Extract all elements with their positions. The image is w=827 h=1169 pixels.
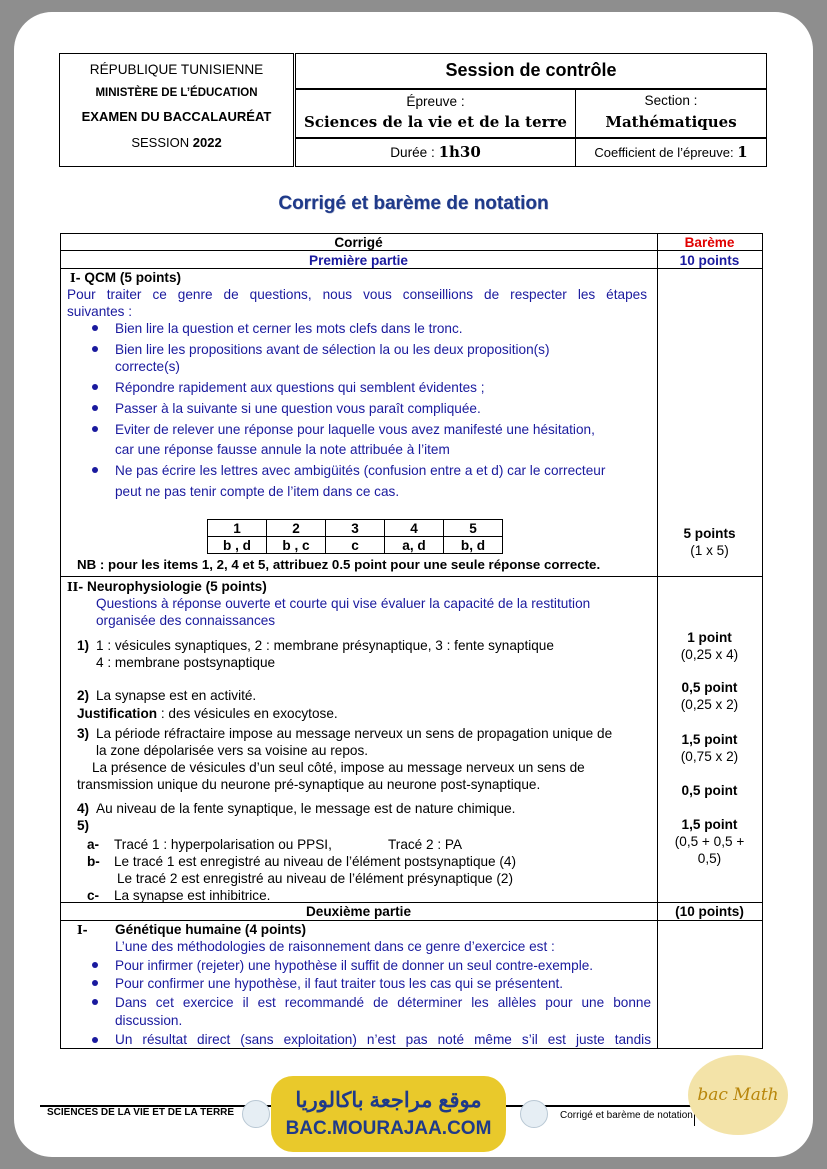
qcm-bullet: Répondre rapidement aux questions qui semblent évidentes ; <box>115 380 485 395</box>
country: RÉPUBLIQUE TUNISIENNE <box>89 62 264 77</box>
bullet <box>92 1037 98 1043</box>
item-cell: 4 <box>385 520 444 537</box>
q3-answer: La période réfractaire impose au message nerveux un sens de propagation unique de <box>96 726 613 741</box>
answer-cell: b, d <box>444 537 503 554</box>
gen-heading: Génétique humaine (4 points) <box>115 922 307 937</box>
bullet <box>92 346 98 352</box>
q2-points-detail: (0,25 x 2) <box>680 697 739 712</box>
qcm-bullet: Eviter de relever une réponse pour laquelle vous avez manifesté une hésitation, <box>115 422 595 437</box>
gen-bullet-cont: discussion. <box>115 1013 183 1028</box>
bullet <box>92 384 98 390</box>
qcm-points: 5 points <box>683 526 736 541</box>
bullet <box>92 426 98 432</box>
q4-number: 4) <box>77 801 90 816</box>
q5-number: 5) <box>77 818 90 833</box>
qcm-bullet: Ne pas écrire les lettres avec ambigüités (confusion entre a et d) car le correcteur <box>115 463 606 478</box>
session: SESSION 2022 <box>131 135 222 150</box>
bullet <box>92 467 98 473</box>
col-header-bareme: Barème <box>684 235 735 250</box>
answer-cell: a, d <box>385 537 444 554</box>
answer-cell: b , c <box>267 537 326 554</box>
gen-bullet: Pour infirmer (rejeter) une hypothèse il suffit de donner un seul contre-exemple. <box>115 958 594 973</box>
school-logo-icon <box>520 1100 548 1128</box>
qcm-answer-table <box>207 519 503 554</box>
bullet <box>92 980 98 986</box>
qcm-bullet-cont: correcte(s) <box>115 359 180 374</box>
q5-points: 1,5 point <box>681 817 738 832</box>
neuro-intro-2: organisée des connaissances <box>96 613 276 628</box>
footer-doc: Corrigé et barème de notation <box>560 1110 693 1121</box>
gen-intro: L’une des méthodologies de raisonnement dans ce genre d’exercice est : <box>115 939 555 954</box>
qcm-intro-2: suivantes : <box>67 304 132 319</box>
table-border-left <box>60 233 61 1049</box>
qcm-bullet-cont: peut ne pas tenir compte de l’item dans ce cas. <box>115 484 400 499</box>
gen-bullet: Pour confirmer une hypothèse, il faut traiter tous les cas qui se présentent. <box>115 976 564 991</box>
school-logo-icon <box>242 1100 270 1128</box>
row-line <box>60 576 763 577</box>
part1-points: 10 points <box>679 253 740 268</box>
q2-answer: La synapse est en activité. <box>96 688 257 703</box>
gen-bullet: Dans cet exercice il est recommandé de déterminer les allèles pour une bonne <box>115 995 651 1010</box>
item-cell: 5 <box>444 520 503 537</box>
q3-answer-2: la zone dépolarisée vers sa voisine au repos. <box>96 743 369 758</box>
q5-points-detail: (0,5 + 0,5 + <box>674 834 745 849</box>
qcm-bullet-cont: car une réponse fausse annule la note attribuée à l’item <box>115 442 450 457</box>
q5b-answer-2: Le tracé 2 est enregistré au niveau de l’élément présynaptique (2) <box>117 871 513 886</box>
answer-items-row <box>208 520 503 537</box>
session-type: Session de contrôle <box>445 60 617 80</box>
q3-number: 3) <box>77 726 90 741</box>
q5b-label: b- <box>87 854 100 869</box>
bullet <box>92 405 98 411</box>
logo-text: bac Math <box>697 1085 779 1105</box>
answers-row <box>208 537 503 554</box>
ministry: MINISTÈRE DE L’ÉDUCATION <box>95 87 258 99</box>
website-banner[interactable] <box>271 1076 506 1152</box>
banner-url: BAC.MOURAJAA.COM <box>285 1118 492 1139</box>
q1-answer-2: 4 : membrane postsynaptique <box>96 655 276 670</box>
qcm-bullet: Bien lire les propositions avant de sélection la ou les deux proposition(s) <box>115 342 550 357</box>
part1-title: Première partie <box>309 253 408 268</box>
duree: Durée : 1h30 <box>390 143 481 161</box>
section: Mathématiques <box>605 113 737 131</box>
footer-subject: SCIENCES DE LA VIE ET DE LA TERRE <box>47 1107 235 1118</box>
q3-answer-4: transmission unique du neurone pré-synaptique au neurone post-synaptique. <box>77 777 541 792</box>
gen-bullet: Un résultat direct (sans exploitation) n’est pas noté même s’il est juste tandis <box>115 1032 651 1047</box>
answer-cell: c <box>326 537 385 554</box>
qcm-bullet: Bien lire la question et cerner les mots clefs dans le tronc. <box>115 321 463 336</box>
item-cell: 2 <box>267 520 326 537</box>
qcm-intro: Pour traiter ce genre de questions, nous vous conseillions de respecter les étapes <box>67 287 647 302</box>
section-label: Section : <box>644 93 698 108</box>
col-header-corrige: Corrigé <box>334 235 383 250</box>
q1-points: 1 point <box>687 630 732 645</box>
exam-name: EXAMEN DU BACCALAURÉAT <box>81 109 272 124</box>
epreuve: Sciences de la vie et de la terre <box>304 113 567 131</box>
bacmath-logo <box>688 1055 788 1135</box>
q1-answer: 1 : vésicules synaptiques, 2 : membrane présynaptique, 3 : fente synaptique <box>96 638 554 653</box>
qcm-bullet: Passer à la suivante si une question vous paraît compliquée. <box>115 401 481 416</box>
item-cell: 3 <box>326 520 385 537</box>
qcm-heading: I- QCM (5 points) <box>70 270 182 285</box>
answer-cell: b , d <box>208 537 267 554</box>
table-border-right <box>762 233 763 1049</box>
q3-points-detail: (0,75 x 2) <box>680 749 739 764</box>
q5a-label: a- <box>87 837 100 852</box>
gen-heading-num: I- <box>77 923 88 937</box>
row-line <box>60 1048 763 1049</box>
item-cell: 1 <box>208 520 267 537</box>
q5c-answer: La synapse est inhibitrice. <box>114 888 271 903</box>
q5a-answer: Tracé 1 : hyperpolarisation ou PPSI, <box>114 837 332 852</box>
coef: Coefficient de l’épreuve: 1 <box>594 143 748 161</box>
part2-points: (10 points) <box>675 904 744 919</box>
q2-justification: Justification : des vésicules en exocytose. <box>77 706 338 721</box>
document-title: Corrigé et barème de notation <box>278 193 549 214</box>
banner-arabic: موقع مراجعة باكالوريا <box>295 1089 482 1112</box>
q1-number: 1) <box>77 638 90 653</box>
bullet <box>92 962 98 968</box>
q5b-answer: Le tracé 1 est enregistré au niveau de l’élément postsynaptique (4) <box>114 854 517 869</box>
neuro-heading: II- Neurophysiologie (5 points) <box>67 579 267 594</box>
q2-points: 0,5 point <box>681 680 738 695</box>
bullet <box>92 999 98 1005</box>
part2-title: Deuxième partie <box>305 904 412 919</box>
bullet <box>92 325 98 331</box>
q4-points: 0,5 point <box>681 783 738 798</box>
neuro-intro: Questions à réponse ouverte et courte qui vise évaluer la capacité de la restitution <box>96 596 591 611</box>
epreuve-label: Épreuve : <box>406 94 465 109</box>
q5-points-detail-2: 0,5) <box>697 851 722 866</box>
q3-answer-3: La présence de vésicules d’un seul côté, impose au message nerveux un sens de <box>92 760 585 775</box>
q2-number: 2) <box>77 688 90 703</box>
q5c-label: c- <box>87 888 100 903</box>
qcm-nb: NB : pour les items 1, 2, 4 et 5, attribuez 0.5 point pour une seule réponse correcte. <box>77 557 601 572</box>
q1-points-detail: (0,25 x 4) <box>680 647 739 662</box>
q4-answer: Au niveau de la fente synaptique, le message est de nature chimique. <box>96 801 516 816</box>
q3-points: 1,5 point <box>681 732 738 747</box>
qcm-points-detail: (1 x 5) <box>690 543 729 558</box>
q5a-answer-2: Tracé 2 : PA <box>388 837 463 852</box>
